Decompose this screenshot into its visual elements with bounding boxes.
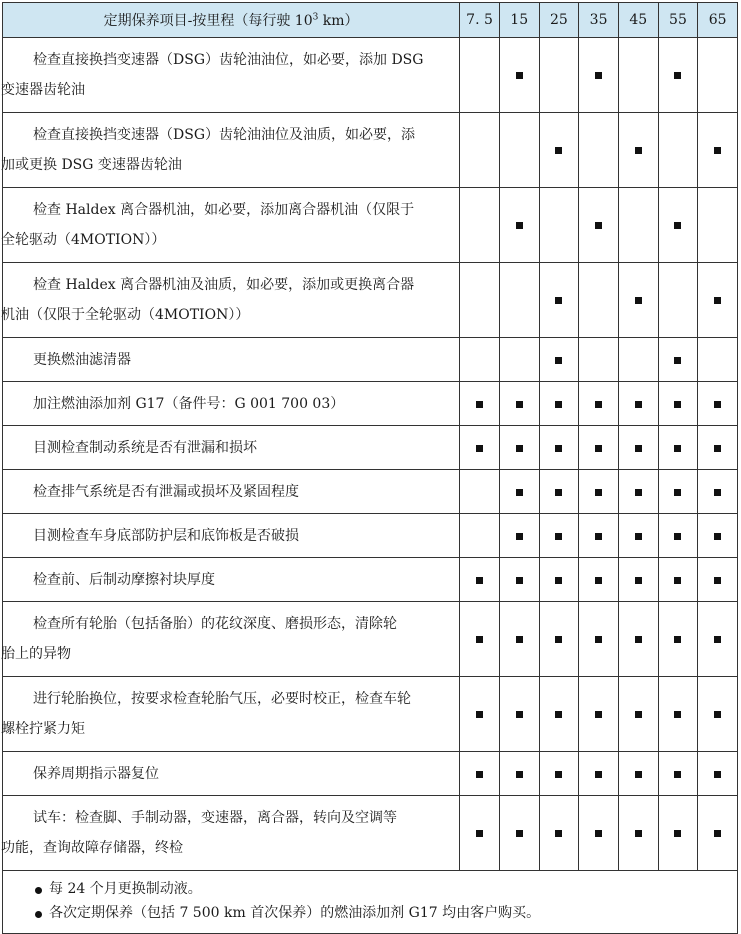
check-mark-icon — [635, 577, 642, 584]
check-mark-icon — [714, 489, 721, 496]
check-mark-icon — [674, 771, 681, 778]
interval-cell — [539, 338, 579, 382]
interval-cell — [618, 602, 658, 677]
check-mark-icon — [516, 222, 523, 229]
interval-cell — [499, 602, 539, 677]
table-row — [3, 558, 738, 602]
interval-cell — [698, 263, 738, 338]
check-mark-icon — [476, 771, 483, 778]
interval-cell — [658, 514, 698, 558]
check-mark-icon — [555, 445, 562, 452]
interval-cell — [579, 514, 619, 558]
check-mark-icon — [674, 222, 681, 229]
check-mark-icon — [595, 489, 602, 496]
interval-cell — [698, 382, 738, 426]
notes — [2, 871, 738, 934]
check-mark-icon — [714, 771, 721, 778]
check-mark-icon — [635, 445, 642, 452]
check-mark-icon — [555, 489, 562, 496]
interval-cell — [539, 188, 579, 263]
interval-cell — [658, 470, 698, 514]
item-text-line: 保养周期指示器复位 — [33, 765, 159, 782]
interval-cell — [658, 752, 698, 796]
interval-cell — [499, 426, 539, 470]
check-mark-icon — [714, 577, 721, 584]
interval-cell — [539, 382, 579, 426]
check-mark-icon — [555, 771, 562, 778]
table-body — [3, 38, 738, 871]
item-text-line: 检查 Haldex 离合器机油，如必要，添加离合器机油（仅限于 — [33, 202, 415, 218]
interval-cell — [658, 188, 698, 263]
table-row — [3, 38, 738, 113]
interval-cell — [539, 38, 579, 113]
interval-cell — [499, 263, 539, 338]
interval-cell — [698, 558, 738, 602]
item-text-line: 检查 Haldex 离合器机油及油质，如必要，添加或更换离合器 — [33, 277, 415, 293]
interval-cell — [539, 470, 579, 514]
check-mark-icon — [555, 533, 562, 540]
check-mark-icon — [555, 636, 562, 643]
interval-cell — [460, 38, 500, 113]
check-mark-icon — [714, 711, 721, 718]
check-mark-icon — [674, 357, 681, 364]
interval-cell — [579, 796, 619, 871]
interval-cell — [460, 796, 500, 871]
interval-cell — [460, 382, 500, 426]
item-text-line: 进行轮胎换位，按要求检查轮胎气压，必要时校正，检查车轮 — [33, 691, 411, 707]
interval-cell — [499, 514, 539, 558]
item-description — [3, 602, 460, 677]
note-item: 各次定期保养（包括 7 500 km 首次保养）的燃油添加剂 G17 均由客户购买。 — [3, 901, 737, 925]
interval-cell — [658, 602, 698, 677]
interval-cell — [539, 558, 579, 602]
item-text-line: 目测检查车身底部防护层和底饰板是否破损 — [33, 527, 299, 544]
interval-cell — [698, 470, 738, 514]
check-mark-icon — [714, 297, 721, 304]
interval-cell — [499, 38, 539, 113]
item-text-line: 变速器齿轮油 — [1, 82, 85, 98]
check-mark-icon — [516, 636, 523, 643]
interval-cell — [698, 514, 738, 558]
interval-header: 7. 5 — [460, 3, 500, 38]
interval-cell — [460, 677, 500, 752]
interval-cell — [499, 752, 539, 796]
interval-cell — [460, 188, 500, 263]
item-column-header: 定期保养项目-按里程（每行驶 $10^3$ km） — [3, 3, 460, 38]
interval-cell — [698, 426, 738, 470]
interval-cell — [499, 558, 539, 602]
interval-cell — [460, 113, 500, 188]
item-text-line: 功能，查询故障存储器，终检 — [1, 840, 183, 856]
check-mark-icon — [635, 830, 642, 837]
check-mark-icon — [674, 445, 681, 452]
maintenance-table — [2, 2, 738, 871]
check-mark-icon — [714, 533, 721, 540]
check-mark-icon — [595, 401, 602, 408]
interval-cell — [658, 338, 698, 382]
item-text-line: 加或更换 DSG 变速器齿轮油 — [1, 157, 182, 173]
note-item: 每 24 个月更换制动液。 — [3, 877, 737, 901]
check-mark-icon — [555, 147, 562, 154]
interval-cell — [499, 113, 539, 188]
interval-cell — [658, 558, 698, 602]
item-text-line: 全轮驱动（4MOTION）） — [1, 232, 166, 248]
item-description — [3, 338, 460, 382]
table-row — [3, 796, 738, 871]
item-text-line: 检查排气系统是否有泄漏或损坏及紧固程度 — [33, 483, 299, 500]
interval-cell — [579, 263, 619, 338]
interval-cell — [579, 677, 619, 752]
item-text-line: 螺栓拧紧力矩 — [1, 721, 85, 737]
table-row — [3, 263, 738, 338]
table-row — [3, 426, 738, 470]
interval-cell — [460, 338, 500, 382]
item-text-line: 加注燃油添加剂 G17（备件号：G 001 700 03） — [33, 395, 345, 412]
interval-cell — [618, 426, 658, 470]
interval-cell — [499, 382, 539, 426]
interval-cell — [539, 677, 579, 752]
interval-cell — [579, 382, 619, 426]
check-mark-icon — [674, 72, 681, 79]
interval-header: 15 — [499, 3, 539, 38]
item-text-line: 目测检查制动系统是否有泄漏和损坏 — [33, 439, 257, 456]
check-mark-icon — [476, 636, 483, 643]
check-mark-icon — [635, 489, 642, 496]
check-mark-icon — [714, 636, 721, 643]
check-mark-icon — [476, 577, 483, 584]
table-row — [3, 382, 738, 426]
check-mark-icon — [674, 830, 681, 837]
interval-header: 35 — [579, 3, 619, 38]
bullet-icon — [35, 887, 42, 894]
interval-cell — [658, 263, 698, 338]
item-text-line: 检查直接换挡变速器（DSG）齿轮油油位及油质，如必要，添 — [33, 127, 415, 143]
check-mark-icon — [714, 830, 721, 837]
check-mark-icon — [674, 711, 681, 718]
check-mark-icon — [516, 771, 523, 778]
interval-cell — [698, 338, 738, 382]
item-description — [3, 188, 460, 263]
check-mark-icon — [555, 711, 562, 718]
item-description — [3, 470, 460, 514]
check-mark-icon — [595, 222, 602, 229]
interval-cell — [460, 514, 500, 558]
interval-cell — [618, 796, 658, 871]
interval-header: 25 — [539, 3, 579, 38]
check-mark-icon — [674, 401, 681, 408]
check-mark-icon — [516, 445, 523, 452]
interval-cell — [539, 514, 579, 558]
interval-cell — [658, 426, 698, 470]
interval-cell — [579, 113, 619, 188]
interval-cell — [698, 677, 738, 752]
check-mark-icon — [635, 401, 642, 408]
interval-cell — [698, 188, 738, 263]
interval-cell — [539, 263, 579, 338]
interval-cell — [698, 38, 738, 113]
check-mark-icon — [555, 577, 562, 584]
interval-cell — [658, 382, 698, 426]
interval-cell — [618, 338, 658, 382]
interval-cell — [579, 38, 619, 113]
check-mark-icon — [635, 636, 642, 643]
interval-cell — [698, 602, 738, 677]
interval-cell — [579, 338, 619, 382]
item-text-line: 检查前、后制动摩擦衬块厚度 — [33, 571, 215, 588]
interval-cell — [698, 796, 738, 871]
interval-header: 55 — [658, 3, 698, 38]
check-mark-icon — [555, 357, 562, 364]
item-description — [3, 514, 460, 558]
interval-cell — [539, 752, 579, 796]
interval-cell — [579, 602, 619, 677]
item-text-line: 机油（仅限于全轮驱动（4MOTION）） — [1, 307, 250, 323]
interval-cell — [658, 38, 698, 113]
check-mark-icon — [595, 533, 602, 540]
item-description — [3, 752, 460, 796]
interval-cell — [579, 426, 619, 470]
interval-cell — [539, 602, 579, 677]
interval-cell — [618, 514, 658, 558]
item-text-line: 试车：检查脚、手制动器，变速器，离合器，转向及空调等 — [33, 810, 397, 826]
check-mark-icon — [476, 445, 483, 452]
check-mark-icon — [674, 489, 681, 496]
interval-cell — [460, 426, 500, 470]
check-mark-icon — [555, 297, 562, 304]
interval-cell — [539, 426, 579, 470]
interval-cell — [460, 558, 500, 602]
table-row — [3, 677, 738, 752]
interval-cell — [658, 113, 698, 188]
maintenance-schedule — [2, 2, 738, 934]
table-row — [3, 470, 738, 514]
check-mark-icon — [476, 830, 483, 837]
table-row — [3, 752, 738, 796]
interval-cell — [460, 602, 500, 677]
item-description — [3, 38, 460, 113]
interval-cell — [499, 796, 539, 871]
interval-cell — [658, 796, 698, 871]
table-row — [3, 602, 738, 677]
item-description — [3, 558, 460, 602]
check-mark-icon — [516, 401, 523, 408]
check-mark-icon — [714, 401, 721, 408]
check-mark-icon — [516, 489, 523, 496]
item-description — [3, 677, 460, 752]
interval-cell — [618, 38, 658, 113]
interval-cell — [460, 470, 500, 514]
check-mark-icon — [595, 771, 602, 778]
interval-cell — [539, 113, 579, 188]
interval-cell — [618, 188, 658, 263]
check-mark-icon — [516, 72, 523, 79]
header-row — [3, 3, 738, 38]
item-text-line: 更换燃油滤清器 — [33, 351, 131, 368]
interval-cell — [579, 558, 619, 602]
item-description — [3, 796, 460, 871]
interval-cell — [618, 113, 658, 188]
item-description — [3, 113, 460, 188]
item-text-line: 检查直接换挡变速器（DSG）齿轮油油位，如必要，添加 DSG — [33, 52, 424, 68]
table-row — [3, 338, 738, 382]
check-mark-icon — [516, 830, 523, 837]
check-mark-icon — [476, 711, 483, 718]
interval-cell — [499, 677, 539, 752]
table-row — [3, 514, 738, 558]
item-text-line: 胎上的异物 — [1, 646, 71, 662]
check-mark-icon — [595, 636, 602, 643]
check-mark-icon — [635, 297, 642, 304]
interval-header: 65 — [698, 3, 738, 38]
interval-cell — [658, 677, 698, 752]
check-mark-icon — [635, 533, 642, 540]
check-mark-icon — [635, 147, 642, 154]
interval-cell — [698, 752, 738, 796]
interval-cell — [499, 188, 539, 263]
check-mark-icon — [595, 577, 602, 584]
check-mark-icon — [635, 771, 642, 778]
check-mark-icon — [714, 147, 721, 154]
interval-cell — [618, 677, 658, 752]
table-row — [3, 113, 738, 188]
interval-cell — [618, 382, 658, 426]
interval-cell — [618, 470, 658, 514]
check-mark-icon — [595, 711, 602, 718]
check-mark-icon — [595, 445, 602, 452]
interval-cell — [698, 113, 738, 188]
interval-cell — [579, 188, 619, 263]
interval-header: 45 — [618, 3, 658, 38]
check-mark-icon — [674, 533, 681, 540]
item-description — [3, 426, 460, 470]
check-mark-icon — [714, 445, 721, 452]
interval-cell — [499, 470, 539, 514]
interval-cell — [618, 263, 658, 338]
interval-cell — [539, 796, 579, 871]
bullet-icon — [35, 911, 42, 918]
check-mark-icon — [555, 401, 562, 408]
check-mark-icon — [516, 533, 523, 540]
check-mark-icon — [595, 72, 602, 79]
item-text-line: 检查所有轮胎（包括备胎）的花纹深度、磨损形态，清除轮 — [33, 616, 397, 632]
check-mark-icon — [476, 401, 483, 408]
interval-cell — [618, 558, 658, 602]
check-mark-icon — [674, 636, 681, 643]
check-mark-icon — [516, 577, 523, 584]
check-mark-icon — [516, 711, 523, 718]
table-row — [3, 188, 738, 263]
interval-cell — [499, 338, 539, 382]
item-description — [3, 382, 460, 426]
interval-cell — [618, 752, 658, 796]
interval-cell — [460, 263, 500, 338]
item-description — [3, 263, 460, 338]
interval-cell — [579, 752, 619, 796]
check-mark-icon — [635, 711, 642, 718]
interval-cell — [579, 470, 619, 514]
interval-cell — [460, 752, 500, 796]
check-mark-icon — [595, 830, 602, 837]
check-mark-icon — [555, 830, 562, 837]
check-mark-icon — [674, 577, 681, 584]
